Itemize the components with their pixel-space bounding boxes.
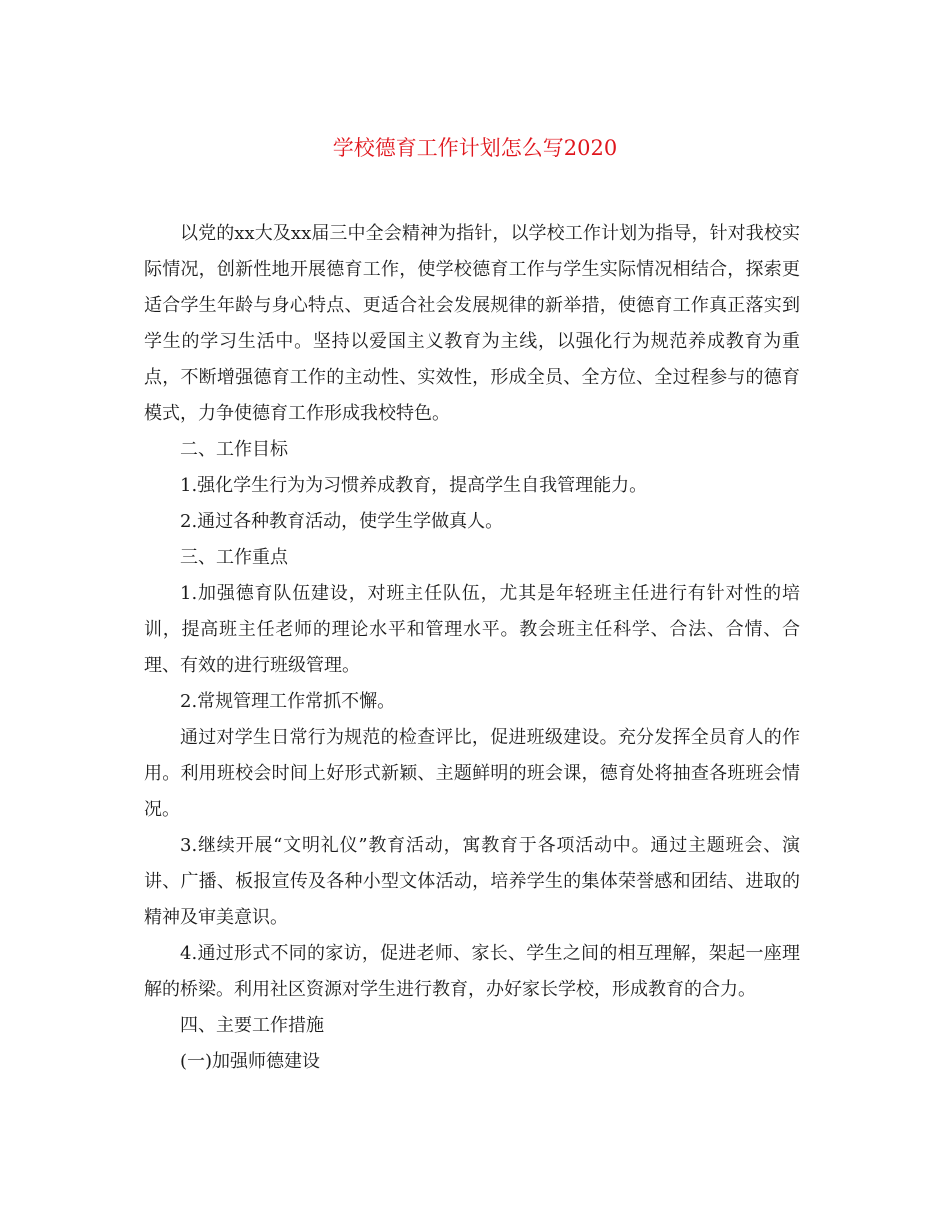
focus-item-1: 1.加强德育队伍建设，对班主任队伍，尤其是年轻班主任进行有针对性的培训，提高班主任老师的理论水平和管理水平。教会班主任科学、合法、合情、合理、有效的进行班级管理。 xyxy=(144,583,800,676)
paragraph-intro: 以党的xx大及xx届三中全会精神为指针，以学校工作计划为指导，针对我校实际情况，创新性地开展德育工作，使学校德育工作与学生实际情况相结合，探索更适合学生年龄与身心特点、更适合社会发展规律的新举措，使德育工作真正落实到学生的学习生活中。坚持以爱国主义教育为主线，以强化行为规范养成教育为重点，不断增强德育工作的主动性、实效性，形成全员、全方位、全过程参与的德育模式，力争使德育工作形成我校特色。 xyxy=(144,223,800,424)
focus-item-3: 3.继续开展“文明礼仪”教育活动，寓教育于各项活动中。通过主题班会、演讲、广播、板报宣传及各种小型文体活动，培养学生的集体荣誉感和团结、进取的精神及审美意识。 xyxy=(144,835,800,928)
document-body xyxy=(144,216,800,1080)
heading-work-focus: 三、工作重点 xyxy=(180,547,288,568)
heading-work-goals: 二、工作目标 xyxy=(180,439,288,460)
goal-item-2: 2.通过各种教育活动，使学生学做真人。 xyxy=(180,511,504,532)
document-title: 学校德育工作计划怎么写2020 xyxy=(332,136,618,160)
focus-item-2: 2.常规管理工作常抓不懈。 xyxy=(180,691,396,712)
heading-main-measures: 四、主要工作措施 xyxy=(180,1015,324,1036)
goal-item-1: 1.强化学生行为为习惯养成教育，提高学生自我管理能力。 xyxy=(180,475,648,496)
focus-item-2-detail: 通过对学生日常行为规范的检查评比，促进班级建设。充分发挥全员育人的作用。利用班校会时间上好形式新颖、主题鲜明的班会课，德育处将抽查各班班会情况。 xyxy=(144,727,800,820)
measure-item-1: (一)加强师德建设 xyxy=(180,1051,321,1072)
focus-item-4: 4.通过形式不同的家访，促进老师、家长、学生之间的相互理解，架起一座理解的桥梁。利用社区资源对学生进行教育，办好家长学校，形成教育的合力。 xyxy=(144,943,800,1000)
